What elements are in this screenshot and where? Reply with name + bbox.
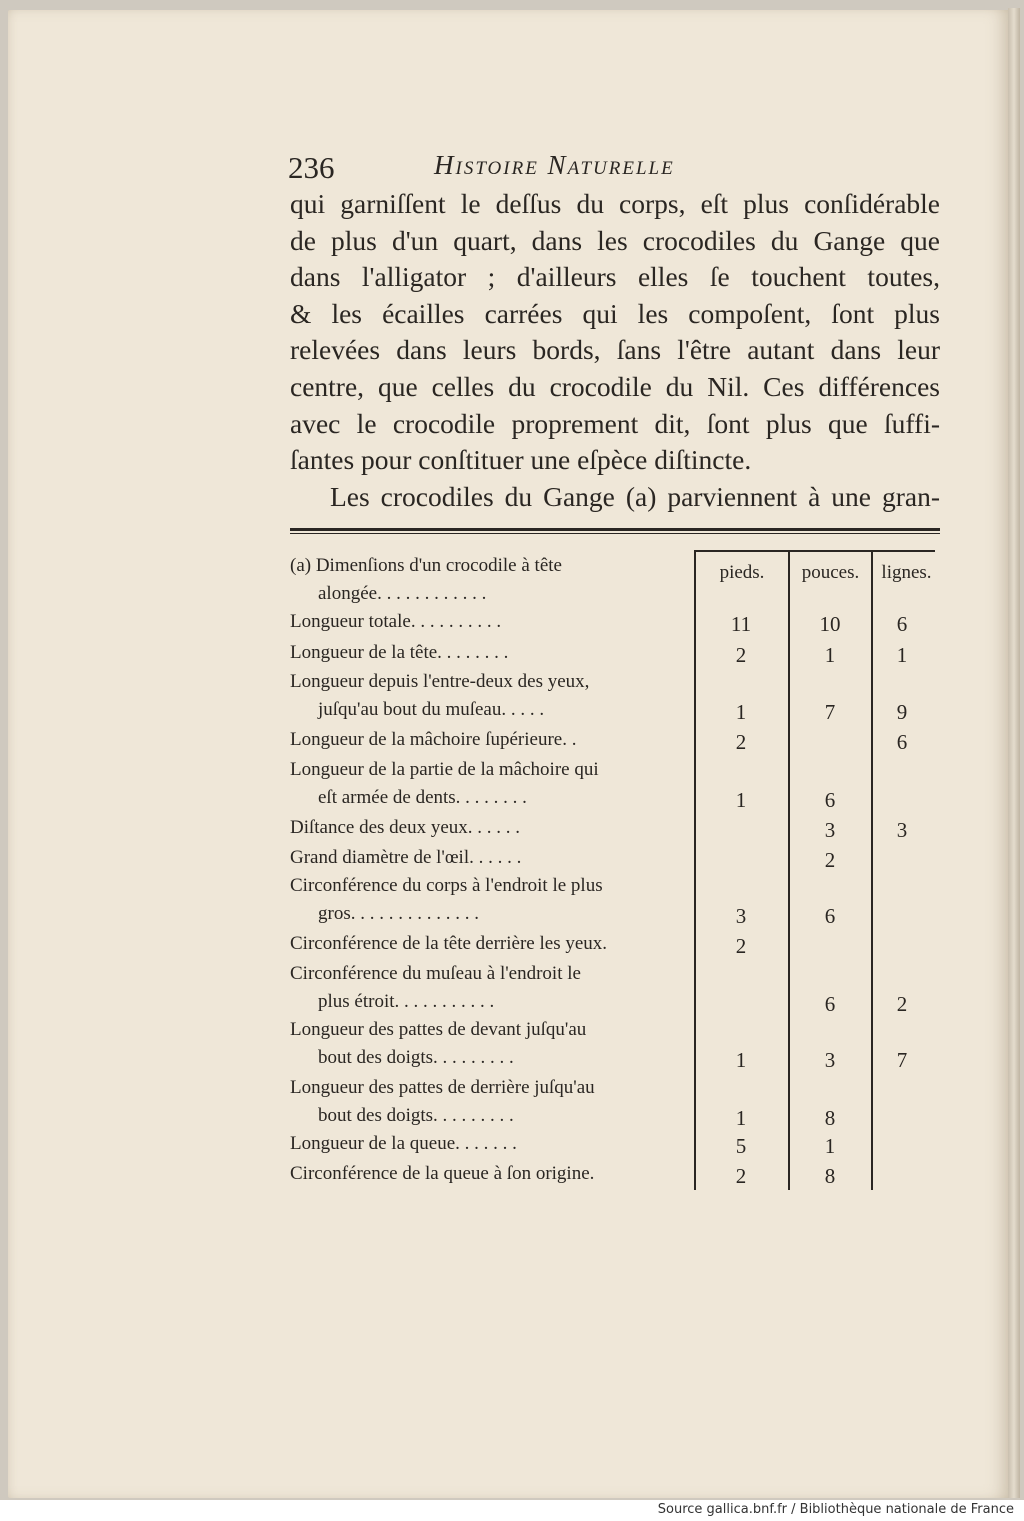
table-row-label: [290, 814, 675, 842]
table-row-label: [290, 552, 675, 608]
table-row-label: [290, 726, 675, 754]
label-line: Circonférence de la queue à ſon origine.: [290, 1163, 595, 1184]
table-row-label: [290, 1160, 675, 1188]
table-cell-pouces: 6: [824, 788, 836, 812]
table-cell-pouces: 1: [824, 643, 836, 667]
label-line: plus étroit. . . . . . . . . . .: [318, 991, 495, 1012]
label-line: Longueur de la tête. . . . . . . .: [290, 642, 509, 663]
table-cell-pouces: 1: [824, 1134, 836, 1158]
body-line: avec le crocodile proprement dit, ſont plus que ſuffi-: [290, 407, 940, 439]
table-cell-pieds: 11: [730, 612, 752, 636]
table-row-label: [290, 930, 675, 958]
source-bar: [0, 1500, 1024, 1521]
page-edge: [1008, 8, 1020, 1498]
column-divider: [694, 550, 696, 1190]
running-head: Histoire Naturelle: [434, 150, 675, 180]
table-cell-lignes: 6: [896, 730, 908, 754]
table-cell-lignes: 3: [896, 818, 908, 842]
table-cell-pouces: 2: [824, 848, 836, 872]
body-line: de plus d'un quart, dans les crocodiles du Gange que: [290, 224, 940, 256]
table-cell-pieds: 2: [735, 643, 747, 667]
column-header-pouces: pouces.: [801, 562, 860, 583]
table-cell-pieds: 3: [735, 904, 747, 928]
page-number: 236: [288, 150, 335, 185]
label-line: (a) Dimenſions d'un crocodile à tête: [290, 555, 562, 576]
table-row-label: [290, 608, 675, 636]
table-row-label: [290, 1016, 675, 1072]
label-line: eſt armée de dents. . . . . . . .: [318, 787, 527, 808]
table-row-label: [290, 639, 675, 667]
dimensions-table: [290, 550, 940, 1190]
label-line: bout des doigts. . . . . . . . .: [318, 1105, 514, 1126]
label-line: bout des doigts. . . . . . . . .: [318, 1047, 514, 1068]
table-row-label: [290, 960, 675, 1016]
label-line: Longueur de la queue. . . . . . .: [290, 1133, 517, 1154]
body-line: ſantes pour conſtituer une eſpèce diſtincte.: [290, 444, 752, 476]
label-line: Longueur des pattes de devant juſqu'au: [290, 1019, 587, 1040]
table-row-label: [290, 756, 675, 812]
table-row-label: [290, 844, 675, 872]
body-line: Les crocodiles du Gange (a) parviennent à une gran-: [330, 480, 940, 512]
table-cell-pouces: 6: [824, 904, 836, 928]
body-line: dans l'alligator ; d'ailleurs elles ſe touchent toutes,: [290, 261, 940, 293]
table-cell-pieds: 2: [735, 934, 747, 958]
label-line: Diſtance des deux yeux. . . . . .: [290, 817, 521, 838]
table-cell-pieds: 2: [735, 730, 747, 754]
table-cell-pouces: 7: [824, 700, 836, 724]
table-row-label: [290, 668, 675, 724]
table-cell-pouces: 6: [824, 992, 836, 1016]
body-line: centre, que celles du crocodile du Nil. Ces différences: [290, 370, 940, 402]
table-row-label: [290, 872, 675, 928]
column-header-pieds: pieds.: [719, 562, 765, 583]
table-cell-lignes: 9: [896, 700, 908, 724]
label-line: Circonférence du muſeau à l'endroit le: [290, 963, 581, 984]
label-line: Grand diamètre de l'œil. . . . . .: [290, 847, 522, 868]
body-text: [290, 186, 940, 515]
label-line: Circonférence de la tête derrière les yeux.: [290, 933, 608, 954]
table-row-label: [290, 1074, 675, 1130]
table-cell-pieds: 5: [735, 1134, 747, 1158]
label-line: Longueur de la partie de la mâchoire qui: [290, 759, 599, 780]
table-row-label: [290, 1130, 675, 1158]
table-cell-pouces: 10: [819, 612, 841, 636]
column-header-lignes: lignes.: [881, 562, 932, 583]
table-cell-lignes: 7: [896, 1048, 908, 1072]
table-cell-lignes: 2: [896, 992, 908, 1016]
label-line: Longueur depuis l'entre-deux des yeux,: [290, 671, 590, 692]
table-cell-pouces: 3: [824, 1048, 836, 1072]
source-credit: Source gallica.bnf.fr / Bibliothèque nationale de France: [657, 1502, 1014, 1517]
label-line: juſqu'au bout du muſeau. . . . .: [318, 699, 545, 720]
footnote-rule-thin: [290, 533, 940, 534]
table-cell-lignes: 6: [896, 612, 908, 636]
body-line: & les écailles carrées qui les compoſent, ſont plus: [290, 297, 940, 329]
label-line: Longueur des pattes de derrière juſqu'au: [290, 1077, 595, 1098]
table-cell-pouces: 3: [824, 818, 836, 842]
table-cell-pieds: 1: [735, 700, 747, 724]
body-line: relevées dans leurs bords, ſans l'être autant dans leur: [290, 334, 940, 366]
label-line: Longueur totale. . . . . . . . . .: [290, 611, 502, 632]
label-line: Longueur de la mâchoire ſupérieure. .: [290, 729, 577, 750]
footnote-rule: [290, 528, 940, 531]
table-cell-pieds: 1: [735, 1106, 747, 1130]
table-cell-pieds: 2: [735, 1164, 747, 1188]
label-line: alongée. . . . . . . . . . . .: [318, 583, 487, 604]
table-cell-pouces: 8: [824, 1164, 836, 1188]
body-line: qui garniſſent le deſſus du corps, eſt plus conſidérable: [290, 188, 940, 219]
table-cell-pouces: 8: [824, 1106, 836, 1130]
table-cell-pieds: 1: [735, 788, 747, 812]
header-rule: [695, 550, 935, 552]
column-divider: [788, 550, 790, 1190]
label-line: gros. . . . . . . . . . . . . .: [318, 903, 479, 924]
table-cell-lignes: 1: [896, 643, 908, 667]
label-line: Circonférence du corps à l'endroit le plus: [290, 875, 603, 896]
page-header: [288, 150, 948, 190]
table-cell-pieds: 1: [735, 1048, 747, 1072]
